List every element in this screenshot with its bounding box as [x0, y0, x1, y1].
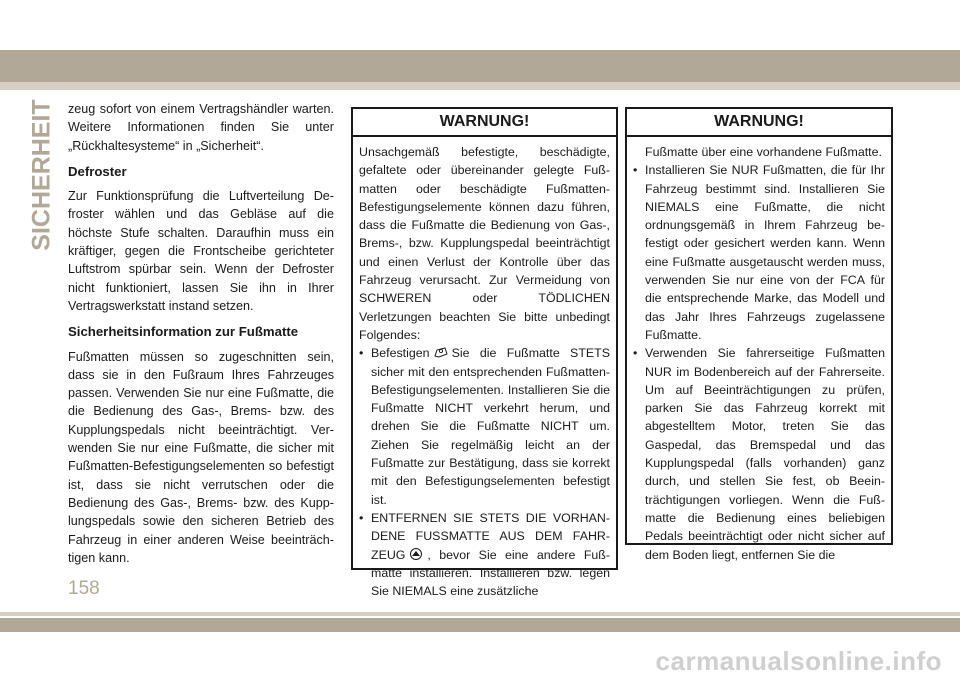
warning2-bullet-1: • Installieren Sie NUR Fußmatten, die für Ihr Fahrzeug bestimmt sind. Installieren Sie NIEMALS eine Fußmatte, die nicht ordnungsgemäß in Ihrem Fahrzeug befestigt oder gesichert werden kann. Wenn eine Fußmatte ausgetauscht werden muss, verwenden Sie nur eine von der FCA für die entsprechende Marke, das Modell und das Jahr Ihres Fahrzeugs zugelassene Fußmatte. — [633, 161, 885, 344]
header-band — [0, 0, 960, 92]
page-number: 158 — [68, 578, 100, 599]
warning1-bullet-1 — [359, 344, 610, 509]
warning1-bullet2-rest: , bevor Sie eine andere Fußmatte installieren. Installieren bzw. legen Sie NIEMALS eine zusätzliche — [371, 547, 610, 599]
warning1-bullet-2 — [359, 509, 610, 600]
header-stripe-light — [0, 82, 960, 90]
warning2-bullet-2: • Verwenden Sie fahrerseitige Fußmatten NUR im Bodenbereich auf der Fahrerseite. Um auf Beeinträchtigungen zu prüfen, parken Sie das Fahrzeug korrekt mit abgestelltem Motor, treten Sie das Gaspedal, das Bremspedal und das Kupplungspedal (falls vorhanden) ganz durch, und stellen Sie fest, ob Beeinträchtigungen vorliegen. Wenn die Fußmatte die Bedienung eines beliebigen Pedals beeinträchtigt oder nicht sicher auf dem Boden liegt, entfernen Sie die — [633, 344, 885, 564]
warning1-list — [359, 344, 610, 600]
footer-stripe-light — [0, 612, 960, 616]
warning-body-2 — [627, 137, 891, 564]
warning1-bullet2-start: ENTFERNEN SIE STETS DIE VORHANDENE FUSSMATTE AUS DEM FAHRZEUG — [371, 510, 610, 562]
warning1-bullet1-rest: Sie die Fußmatte STETS sicher mit den entsprechenden Fußmatten-Befestigungselementen. Installieren Sie die Fußmatte NICHT verkehrt herum, und drehen Sie die Fußmatte NICHT um. Ziehen Sie regelmäßig leicht an der Fußmatte zur Bestätigung, dass sie korrekt mit den Befestigungselementen befestigt ist. — [371, 346, 610, 507]
left-column — [68, 100, 334, 567]
section-side-label — [28, 100, 56, 250]
intro-paragraph: zeug sofort von einem Vertragshändler warten. Weitere Informationen finden Sie unter „Rückhaltesysteme“ in „Sicherheit“. — [68, 102, 334, 153]
warning-box-2 — [625, 107, 893, 562]
warning-box-1 — [351, 107, 618, 599]
warning-title-2: WARNUNG! — [627, 109, 891, 137]
mat-removal-icon — [407, 547, 425, 561]
warning-body-1 — [353, 137, 616, 600]
watermark: carmanualsonline.info — [655, 646, 942, 676]
warning2-continuation: Fußmatte über eine vorhandene Fußmatte. — [645, 145, 882, 159]
warning2-list — [633, 161, 885, 564]
warning1-intro: Unsachgemäß befestigte, beschädigte, gefaltete oder übereinander gelegte Fußmatten oder beschädigte Fußmatten-Befestigungselemente können dazu führen, dass die Fußmatte die Bedienung von Gas-, Brems-, bzw. Kupplungspedal beeinträchtigt und einen Verlust der Kontrolle über das Fahrzeug verursacht. Zur Vermeidung von SCHWEREN oder TÖDLICHEN Verletzungen beachten Sie bitte unbedingt Folgendes: — [359, 145, 610, 342]
heading-floor-mat-safety: Sicherheitsinformation zur Fußmatte — [68, 324, 299, 340]
mat-fastener-icon — [432, 345, 450, 359]
heading-defroster: Defroster — [68, 163, 127, 179]
warning1-bullet1-start: Befestigen — [371, 346, 430, 361]
warning-title-1: WARNUNG! — [353, 109, 616, 137]
defroster-paragraph: Zur Funktionsprüfung die Luftverteilung Defroster wählen und das Gebläse auf die höchste Stufe schalten. Daraufhin muss ein kräftiger, gegen die Frontscheibe gerichteter Luftstrom spürbar sein. Wenn der Defroster nicht funktioniert, lassen Sie ihn in Ihrer Vertragswerkstatt instand setzen. — [68, 189, 334, 313]
footer-band — [0, 618, 960, 632]
section-side-label-text: SICHERHEIT — [27, 99, 56, 251]
floor-mat-paragraph: Fußmatten müssen so zugeschnitten sein, dass sie in den Fußraum Ihres Fahrzeuges passen. Verwenden Sie nur eine Fußmatte, die die Bedienung des Gas-, Brems- bzw. des Kupplungspedals nicht beeinträchtigt. Verwenden Sie nur eine Fußmatte, die sicher mit Fußmatten-Befestigungselementen so befestigt ist, dass sie nicht verrutschen oder die Bedienung des Gas-, Brems- bzw. des Kupplungspedals sowie den sicheren Betrieb des Fahrzeug in einer anderen Weise beeinträchtigen kann. — [68, 349, 334, 565]
